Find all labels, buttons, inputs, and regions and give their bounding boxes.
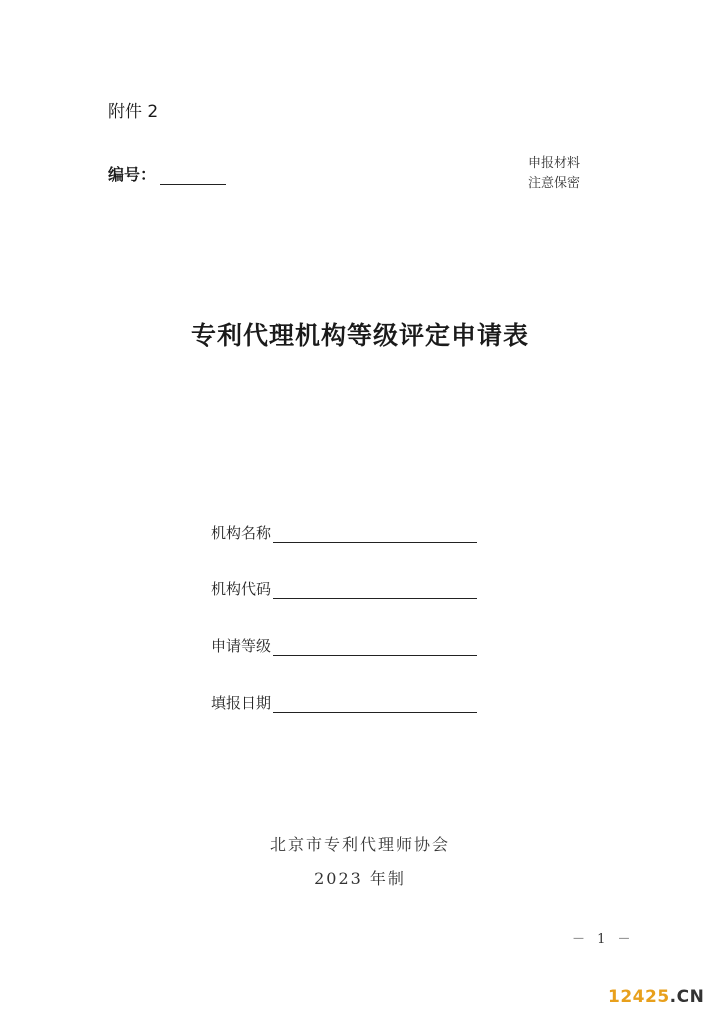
- document-number-blank: [160, 167, 226, 185]
- confidential-line-1: 申报材料: [528, 156, 581, 171]
- page-number: － 1 －: [572, 932, 635, 947]
- field-label: 申请等级: [211, 637, 272, 655]
- field-blank: [273, 526, 477, 543]
- document-number-row: [108, 162, 226, 185]
- issue-year: 2023 年制: [314, 869, 406, 888]
- document-number-label: 编号：: [108, 165, 157, 184]
- field-label: 填报日期: [211, 694, 272, 712]
- field-org-name: [211, 522, 477, 543]
- issuing-organization: 北京市专利代理师协会: [269, 835, 450, 854]
- field-apply-level: [211, 635, 477, 656]
- confidential-notice: [528, 154, 580, 194]
- field-org-code: [211, 578, 477, 599]
- attachment-label: 附件 2: [108, 102, 159, 122]
- field-label: 机构代码: [211, 580, 272, 598]
- field-fill-date: [211, 692, 477, 713]
- watermark-suffix: .CN: [669, 987, 705, 1007]
- field-label: 机构名称: [211, 524, 272, 542]
- document-title: 专利代理机构等级评定申请表: [190, 321, 529, 350]
- field-blank: [273, 696, 477, 713]
- field-blank: [273, 639, 477, 656]
- watermark-number: 12425: [608, 987, 670, 1007]
- field-blank: [273, 582, 477, 599]
- site-watermark: [608, 987, 704, 1007]
- confidential-line-2: 注意保密: [528, 176, 581, 191]
